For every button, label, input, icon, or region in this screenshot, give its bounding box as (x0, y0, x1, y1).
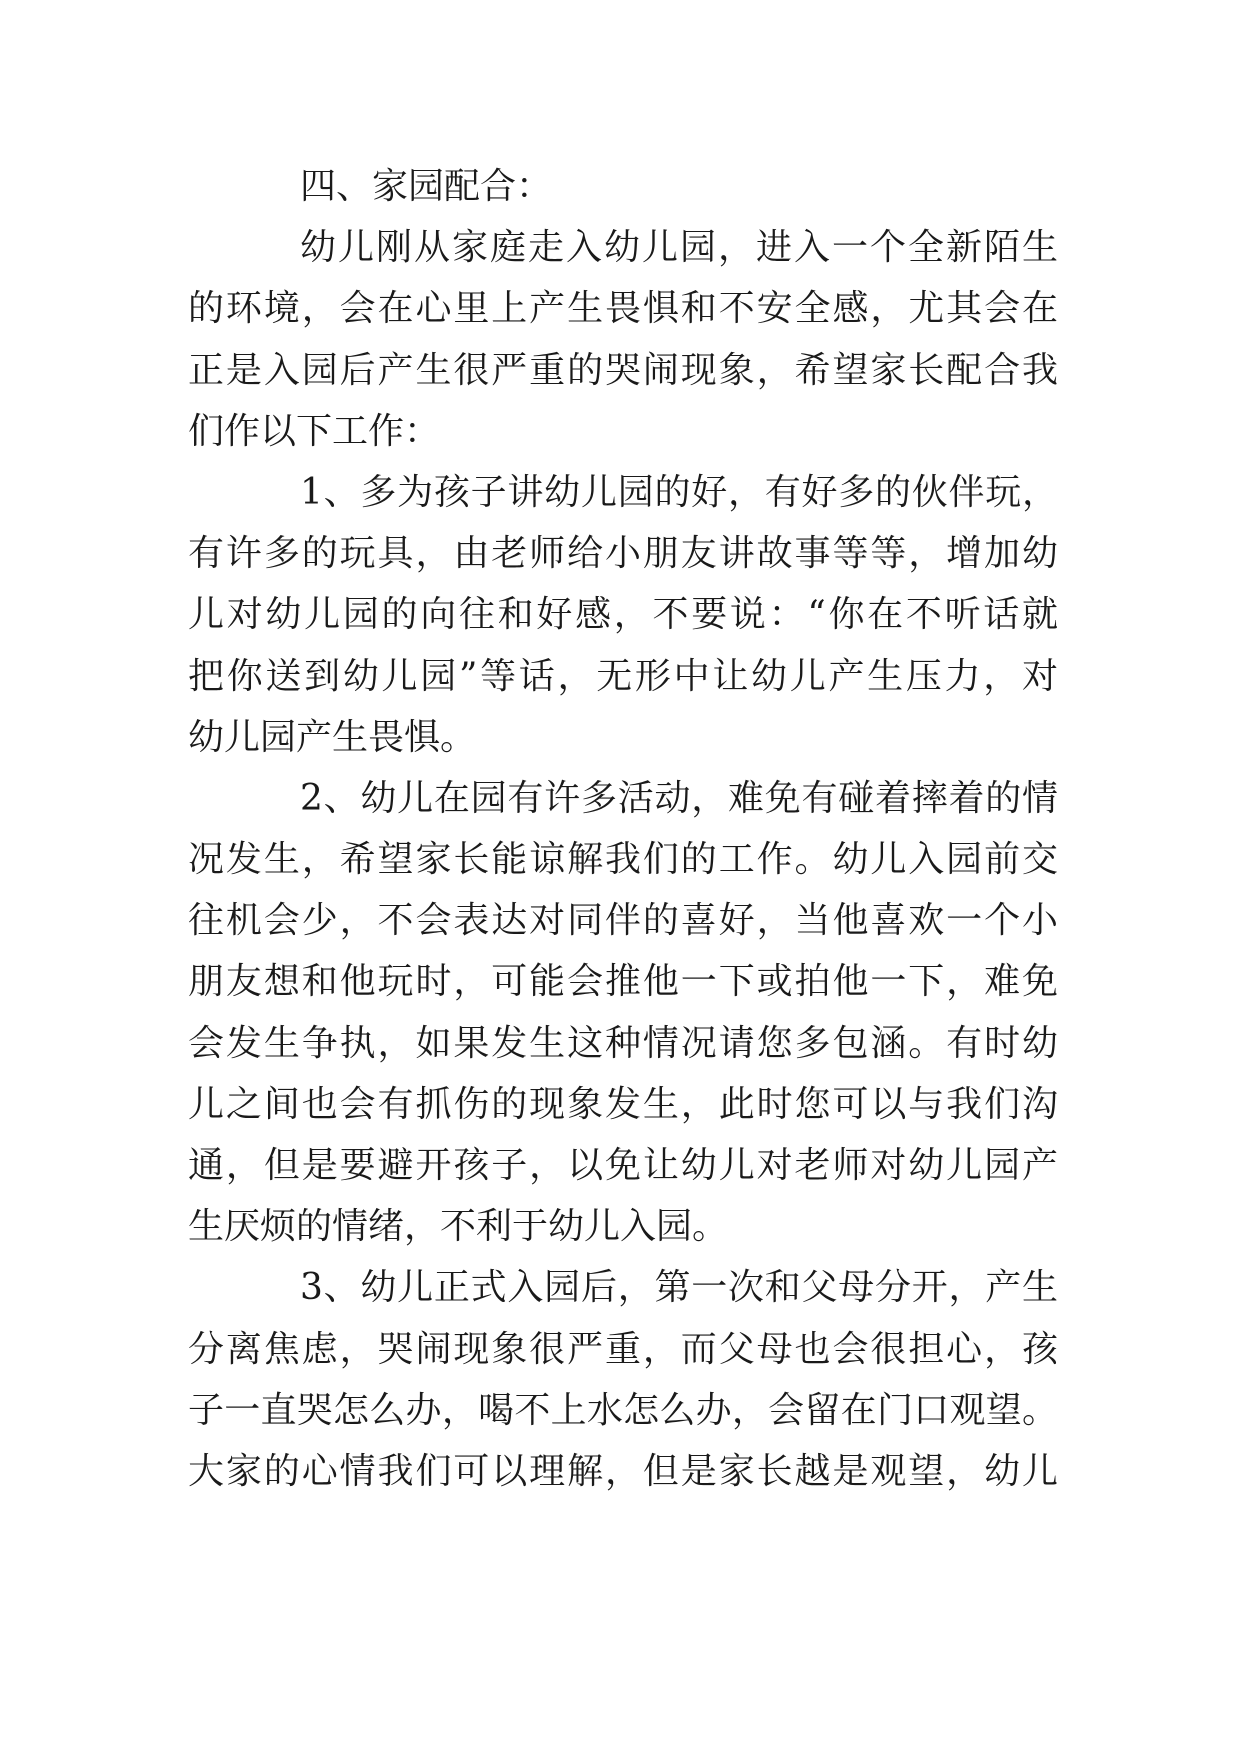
paragraph-line: 的环境，会在心里上产生畏惧和不安全感，尤其会在 (188, 288, 1058, 330)
paragraph-line: 幼儿刚从家庭走入幼儿园，进入一个全新陌生 (300, 227, 1058, 269)
paragraph-line: 通，但是要避开孩子，以免让幼儿对老师对幼儿园产 (188, 1145, 1058, 1186)
paragraph-line: 有许多的玩具，由老师给小朋友讲故事等等，增加幼 (188, 533, 1058, 575)
section-heading: 四、家园配合： (300, 166, 553, 207)
paragraph-line: 朋友想和他玩时，可能会推他一下或拍他一下，难免 (188, 961, 1058, 1003)
paragraph-line: 生厌烦的情绪，不利于幼儿入园。 (188, 1206, 729, 1248)
paragraph-line: 幼儿园产生畏惧。 (188, 716, 477, 758)
paragraph-line: 正是入园后产生很严重的哭闹现象，希望家长配合我 (188, 349, 1058, 391)
paragraph-line: 3、幼儿正式入园后，第一次和父母分开，产生 (300, 1267, 1058, 1309)
paragraph-line: 往机会少，不会表达对同伴的喜好，当他喜欢一个小 (188, 900, 1058, 942)
paragraph-line: 把你送到幼儿园”等话，无形中让幼儿产生压力，对 (188, 655, 1058, 697)
paragraph-line: 儿对幼儿园的向往和好感，不要说：“你在不听话就 (188, 594, 1058, 636)
paragraph-line: 儿之间也会有抓伤的现象发生，此时您可以与我们沟 (188, 1083, 1058, 1125)
paragraph-line: 大家的心情我们可以理解，但是家长越是观望，幼儿 (188, 1450, 1058, 1492)
paragraph-line: 分离焦虑，哭闹现象很严重，而父母也会很担心，孩 (188, 1328, 1058, 1370)
paragraph-line: 1、多为孩子讲幼儿园的好，有好多的伙伴玩， (300, 471, 1058, 513)
paragraph-line: 子一直哭怎么办，喝不上水怎么办，会留在门口观望。 (188, 1389, 1058, 1431)
document-body (188, 156, 1058, 1502)
paragraph-line: 2、幼儿在园有许多活动，难免有碰着摔着的情 (300, 777, 1058, 819)
paragraph-line: 们作以下工作： (188, 410, 441, 452)
paragraph-line: 况发生，希望家长能谅解我们的工作。幼儿入园前交 (188, 839, 1058, 881)
paragraph-line: 会发生争执，如果发生这种情况请您多包涵。有时幼 (188, 1022, 1058, 1064)
